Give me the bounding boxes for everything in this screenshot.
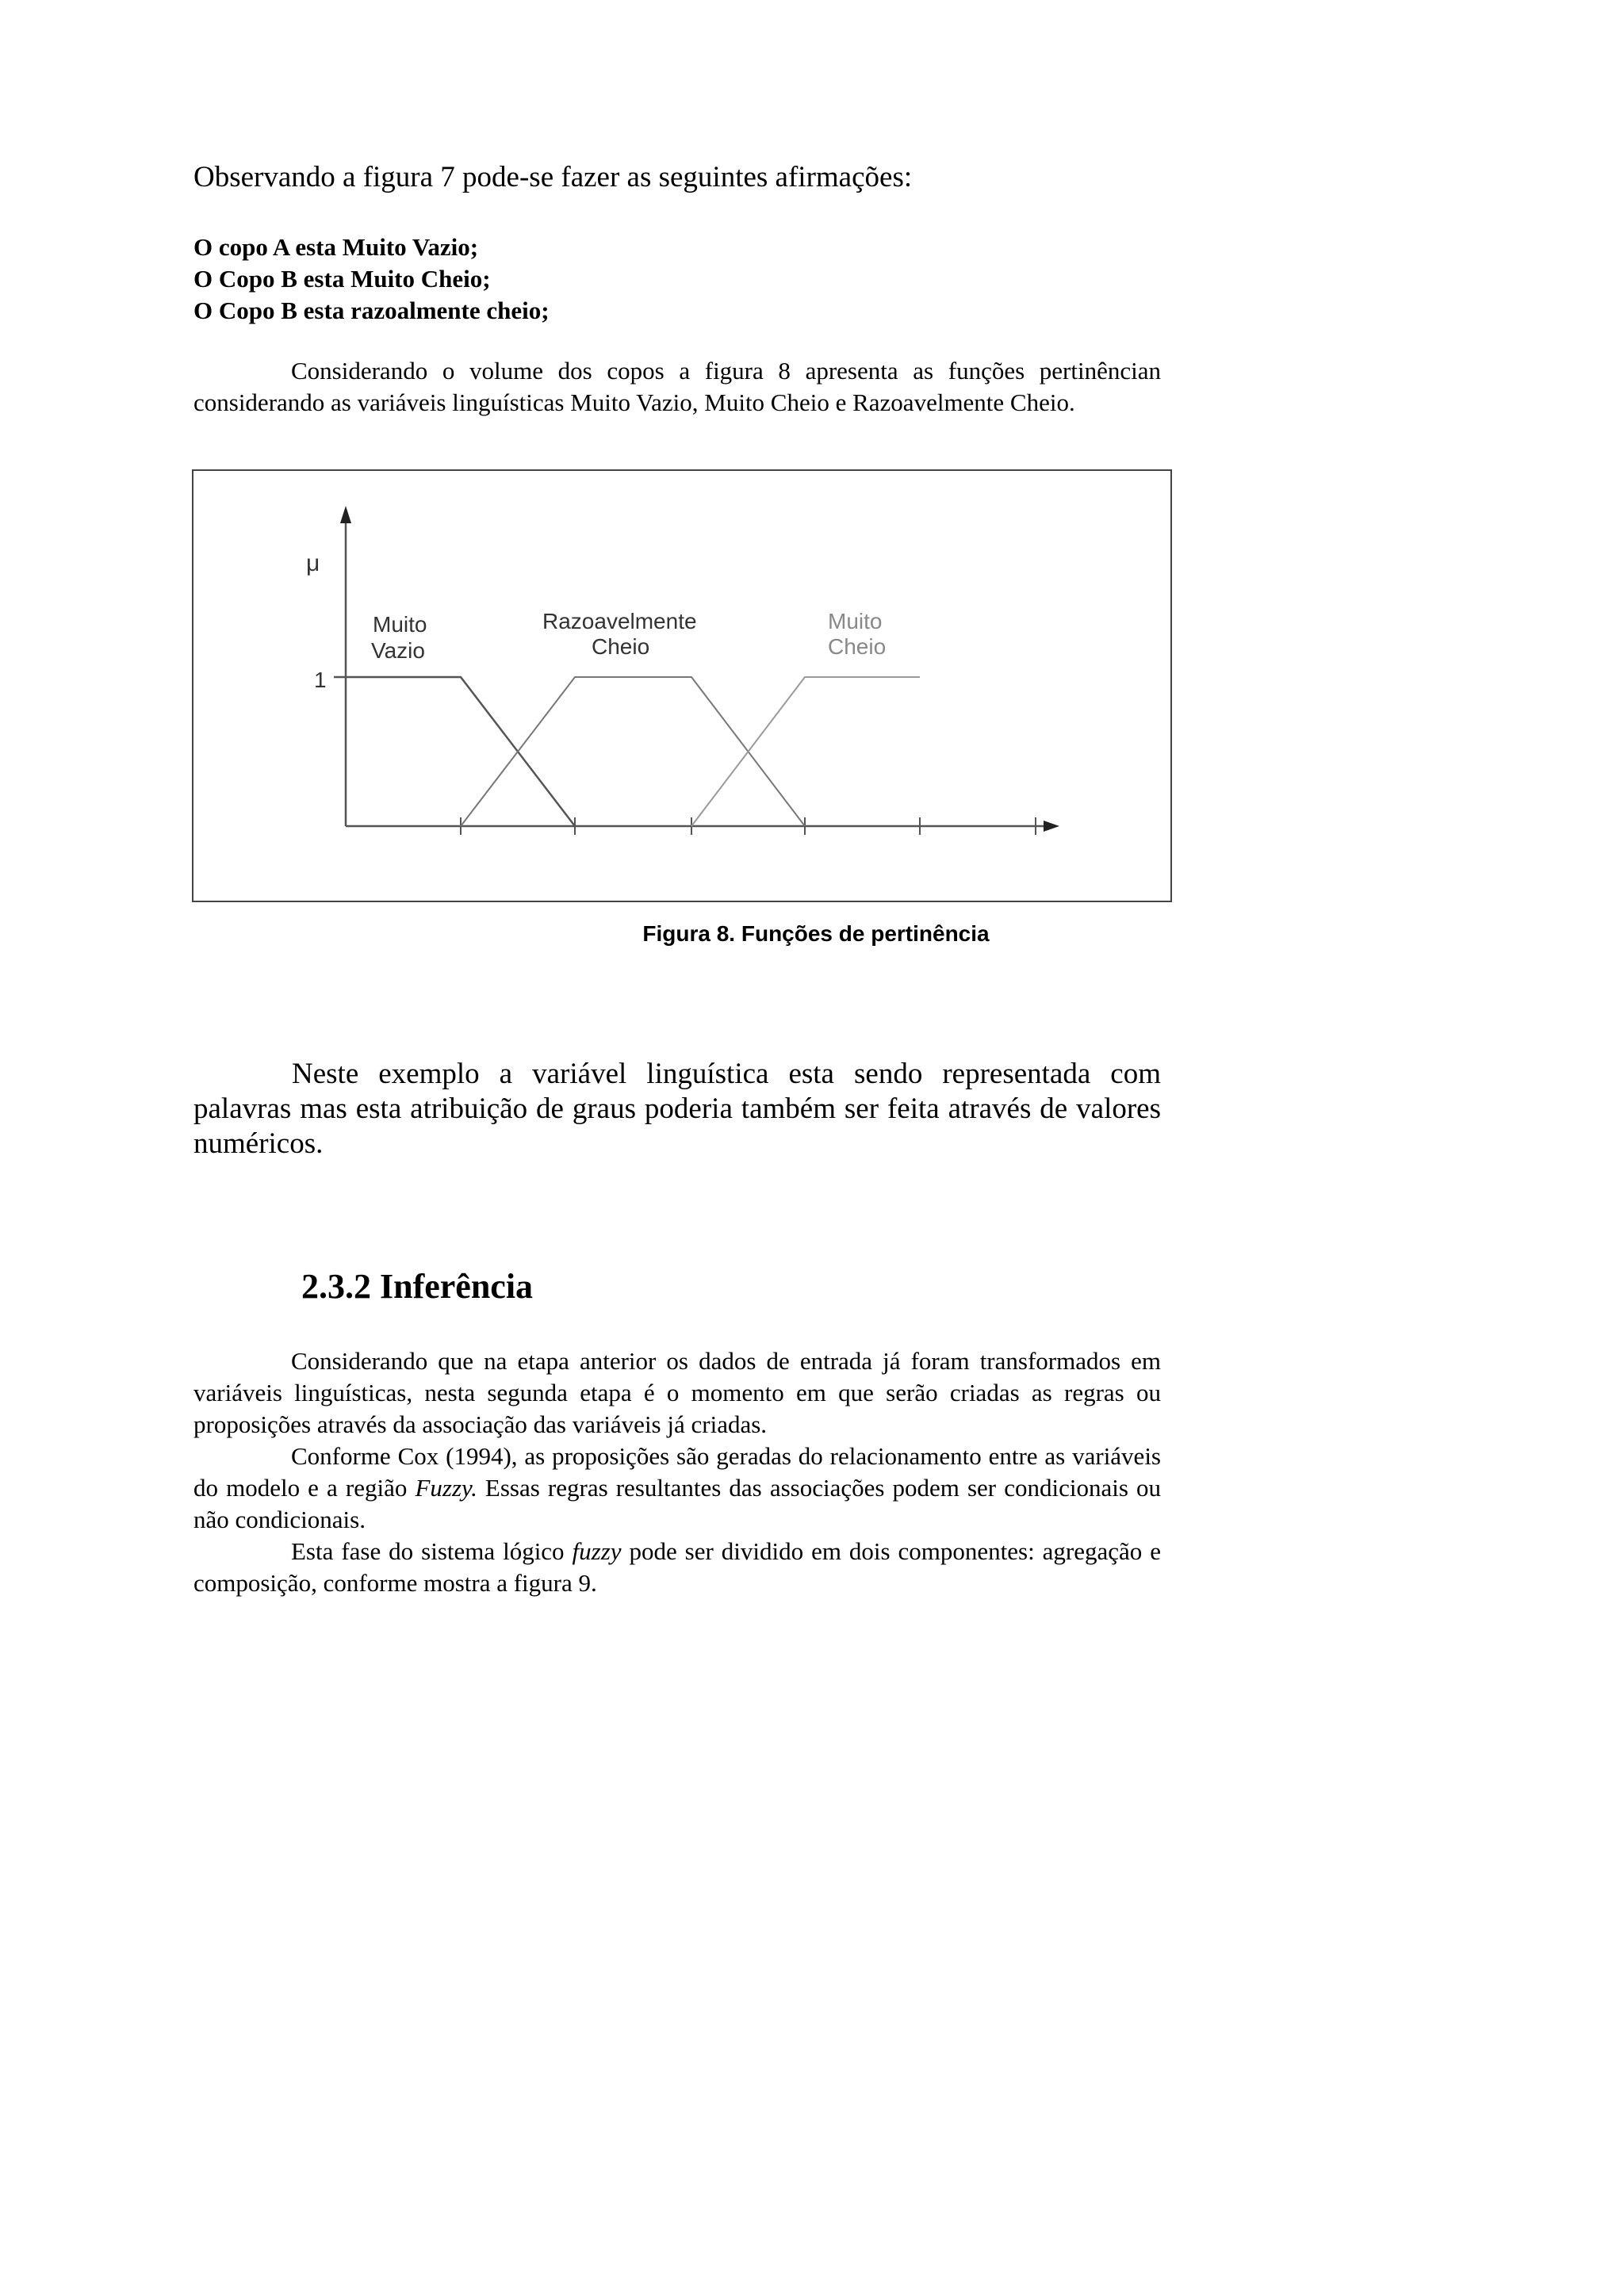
y-axis-arrow [340, 506, 351, 523]
membership-function-figure [192, 469, 1172, 902]
membership-function-chart [193, 471, 1174, 904]
paragraph-figure-intro-text: Considerando o volume dos copos a figura 8 apresenta as funções pertinêncian considerando as variáveis linguísticas Muito Vazio, Muito Cheio e Razoavelmente Cheio. [193, 357, 1161, 416]
inference-p3-before: Esta fase do sistema lógico [291, 1537, 573, 1565]
label-muito-cheio-line2: Cheio [828, 634, 887, 659]
inference-p2-italic: Fuzzy. [415, 1474, 477, 1502]
statement-3: O Copo B esta razoalmente cheio; [193, 297, 550, 324]
figure-caption [0, 920, 1624, 948]
paragraph-figure-intro [193, 355, 1161, 419]
inference-paragraphs [193, 1345, 1161, 1599]
figure-caption-text: Figura 8. Funções de pertinência [642, 921, 990, 946]
inference-paragraph-2 [193, 1441, 1161, 1536]
y-tick-label: 1 [314, 668, 327, 692]
inference-p3-italic: fuzzy [572, 1537, 622, 1565]
label-muito-vazio-line2: Vazio [371, 638, 425, 663]
inference-paragraph-1 [193, 1345, 1161, 1441]
muito-cheio-curve [691, 677, 920, 826]
inference-paragraph-3 [193, 1536, 1161, 1599]
inference-p2-before: Conforme Cox (1994), as proposições são geradas do relacionamento entre as variáveis do modelo e a região [193, 1442, 1161, 1502]
mu-symbol: μ [306, 550, 320, 576]
x-axis-arrow [1044, 821, 1059, 832]
label-razoavelmente-line2: Cheio [592, 634, 650, 659]
section-heading: 2.3.2 Inferência [301, 1267, 534, 1306]
label-muito-vazio-line1: Muito [373, 612, 427, 637]
inference-p3-after: pode ser dividido em dois componentes: agregação e composição, conforme mostra a figura 9. [193, 1537, 1161, 1597]
intro-text: Observando a figura 7 pode-se fazer as seguintes afirmações: [193, 161, 913, 193]
paragraph-example-text: Neste exemplo a variável linguística esta sendo representada com palavras mas esta atribuição de graus poderia também ser feita através de valores numéricos. [193, 1058, 1161, 1160]
statement-2: O Copo B esta Muito Cheio; [193, 265, 491, 293]
label-muito-cheio-line1: Muito [828, 609, 883, 633]
inference-p2-after: Essas regras resultantes das associações podem ser condicionais ou não condicionais. [193, 1474, 1161, 1533]
paragraph-example [193, 1057, 1161, 1161]
razoavelmente-cheio-curve [461, 677, 805, 826]
label-razoavelmente-line1: Razoavelmente [542, 609, 697, 633]
statement-1: O copo A esta Muito Vazio; [193, 233, 479, 261]
muito-vazio-curve [346, 677, 575, 826]
inference-p1-text: Considerando que na etapa anterior os dados de entrada já foram transformados em variáveis linguísticas, nesta segunda etapa é o momento em que serão criadas as regras ou proposições através da associação das variáveis já criadas. [193, 1347, 1161, 1438]
